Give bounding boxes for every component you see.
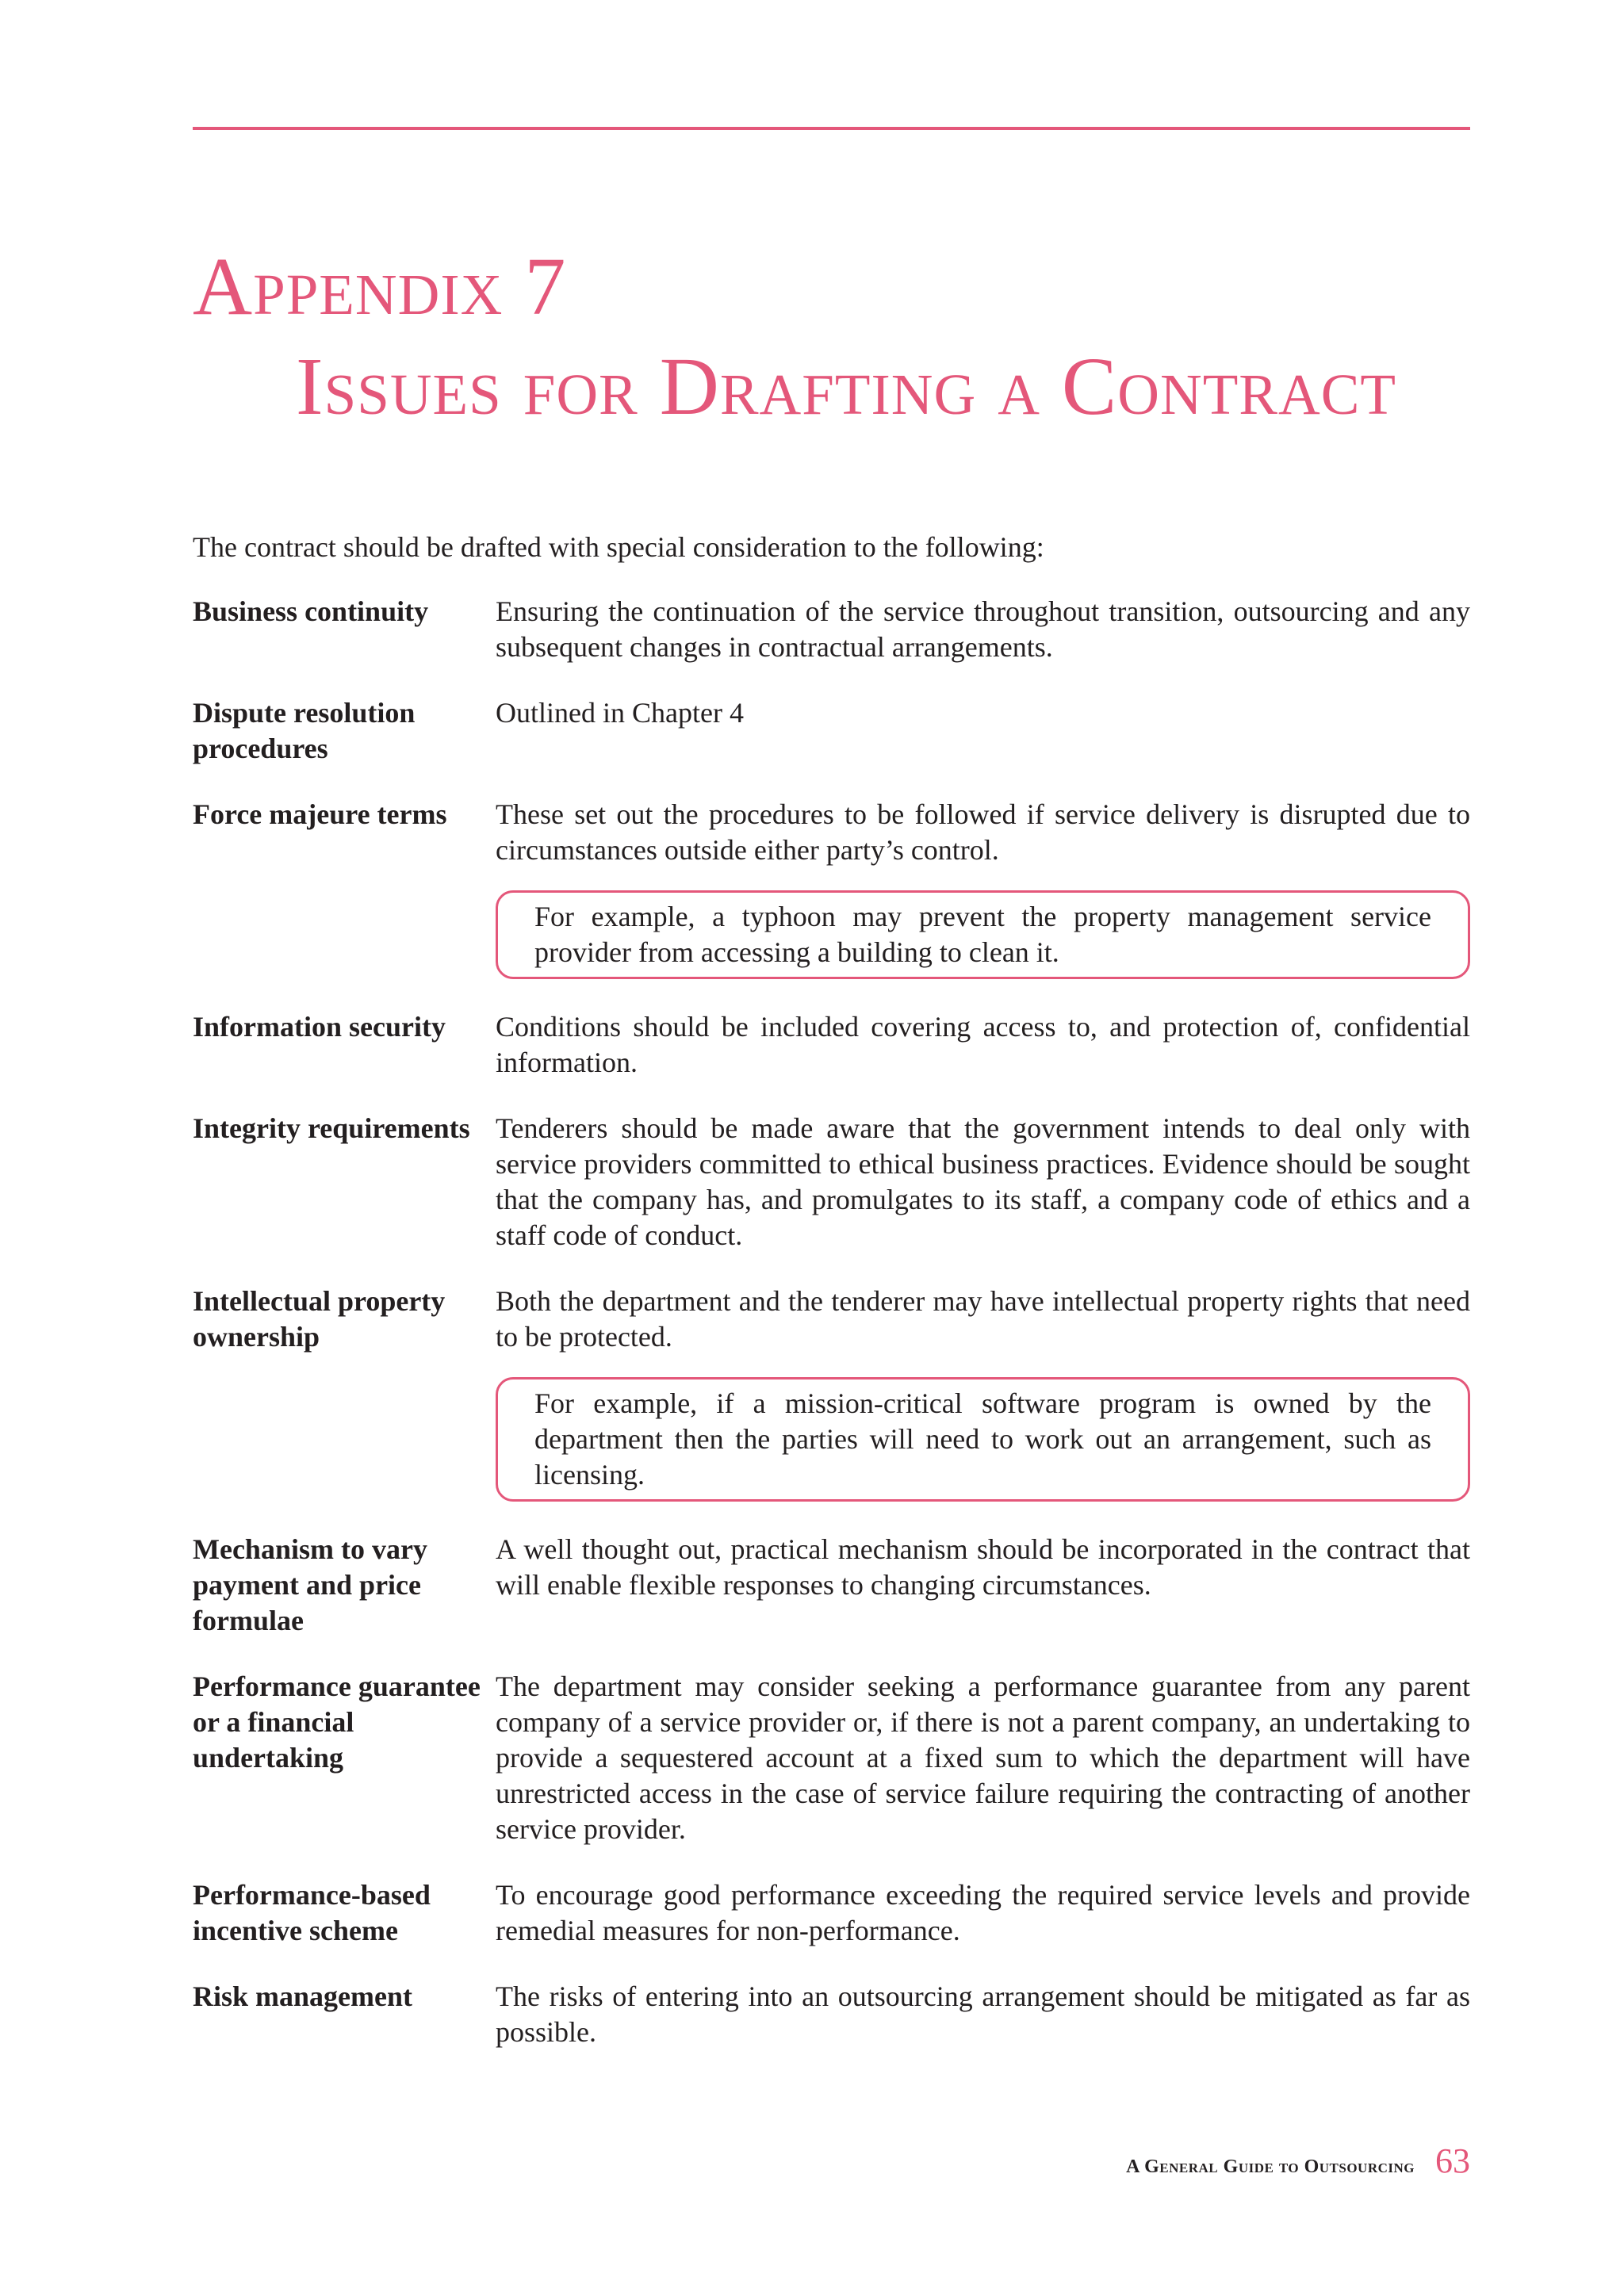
top-rule xyxy=(193,127,1470,130)
entry-description xyxy=(496,695,1470,767)
example-box: For example, a typhoon may prevent the property management service provider from accessing a building to clean it. xyxy=(496,890,1470,979)
entry-term: Intellectual property ownership xyxy=(193,1285,446,1353)
entry-description-text: Conditions should be included covering access to, and protection of, confidential information. xyxy=(496,1011,1470,1078)
page-footer xyxy=(1126,2141,1470,2181)
entry-integrity-requirements xyxy=(193,1111,1470,1253)
entry-term: Mechanism to vary payment and price formulae xyxy=(193,1533,427,1636)
entry-term: Risk management xyxy=(193,1980,412,2012)
entry-term: Dispute resolution procedures xyxy=(193,697,416,764)
entry-description xyxy=(496,1877,1470,1949)
entry-description xyxy=(496,1284,1470,1502)
entry-term: Information security xyxy=(193,1011,446,1043)
entry-term: Business continuity xyxy=(193,595,429,627)
entry-term: Force majeure terms xyxy=(193,798,447,830)
definition-list xyxy=(193,594,1470,2080)
entry-description xyxy=(496,1532,1470,1639)
entry-description xyxy=(496,594,1470,665)
entry-description-text: Tenderers should be made aware that the government intends to deal only with service providers committed to ethical business practices. Evidence should be sought that the company has, and promulgates to its staff, a company code of ethics and a staff code of conduct. xyxy=(496,1112,1470,1251)
intro-paragraph: The contract should be drafted with special consideration to the following: xyxy=(193,531,1044,563)
entry-intellectual-property xyxy=(193,1284,1470,1502)
entry-description xyxy=(496,1009,1470,1081)
entry-description-text: To encourage good performance exceeding the required service levels and provide remedial measures for non-performance. xyxy=(496,1879,1470,1946)
title-line-appendix: Appendix 7 xyxy=(193,241,567,332)
entry-information-security xyxy=(193,1009,1470,1081)
entry-risk-management xyxy=(193,1979,1470,2050)
entry-description-text: Outlined in Chapter 4 xyxy=(496,697,744,729)
entry-description-text: A well thought out, practical mechanism should be incorporated in the contract that will enable flexible responses to changing circumstances. xyxy=(496,1533,1470,1601)
entry-performance-incentive xyxy=(193,1877,1470,1949)
entry-description xyxy=(496,1979,1470,2050)
entry-description xyxy=(496,1669,1470,1847)
entry-mechanism-vary-payment xyxy=(193,1532,1470,1639)
entry-term: Performance guarantee or a financial undertaking xyxy=(193,1670,481,1774)
entry-description-text: These set out the procedures to be followed if service delivery is disrupted due to circumstances outside either party’s control. xyxy=(496,798,1470,866)
title-line-subject: Issues for Drafting a Contract xyxy=(296,341,1397,432)
entry-description-text: The risks of entering into an outsourcing arrangement should be mitigated as far as possible. xyxy=(496,1980,1470,2048)
entry-term: Performance-based incentive scheme xyxy=(193,1879,431,1946)
entry-dispute-resolution xyxy=(193,695,1470,767)
entry-description-text: The department may consider seeking a performance guarantee from any parent company of a service provider or, if there is not a parent company, an undertaking to provide a sequestered account at a fixed sum to which the department will have unrestricted access in the case of service failure requiring the contracting of another service provider. xyxy=(496,1670,1470,1845)
entry-performance-guarantee xyxy=(193,1669,1470,1847)
page-number: 63 xyxy=(1435,2141,1470,2180)
entry-description-text: Both the department and the tenderer may have intellectual property rights that need to be protected. xyxy=(496,1285,1470,1353)
entry-force-majeure xyxy=(193,797,1470,979)
entry-description xyxy=(496,797,1470,979)
footer-guide-title: A General Guide to Outsourcing xyxy=(1126,2156,1415,2177)
entry-business-continuity xyxy=(193,594,1470,665)
entry-description-text: Ensuring the continuation of the service throughout transition, outsourcing and any subsequent changes in contractual arrangements. xyxy=(496,595,1470,663)
page-title xyxy=(193,241,1397,432)
entry-description xyxy=(496,1111,1470,1253)
example-box: For example, if a mission-critical software program is owned by the department then the parties will need to work out an arrangement, such as licensing. xyxy=(496,1377,1470,1502)
entry-term: Integrity requirements xyxy=(193,1112,470,1144)
